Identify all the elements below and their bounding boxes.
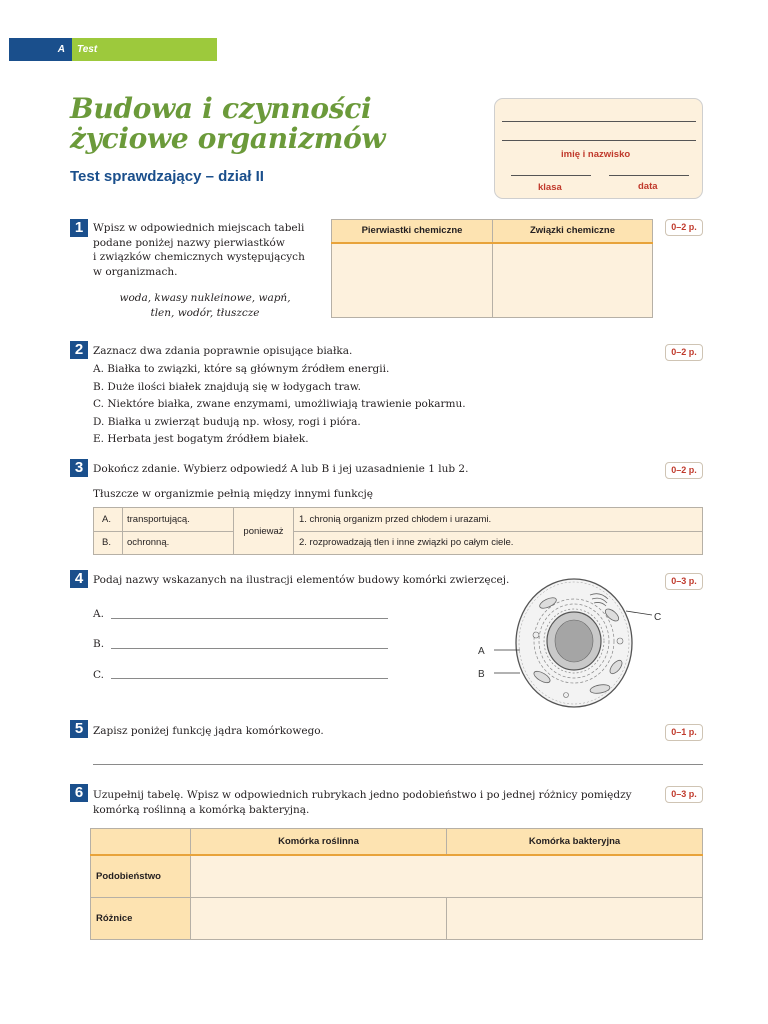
question-3-stem: Tłuszcze w organizmie pełnią między innymi funkcję (93, 488, 373, 500)
points-badge-q3: 0–2 p. (665, 462, 703, 479)
label-b: B (478, 669, 485, 680)
name-label: imię i nazwisko (561, 149, 631, 160)
points-badge-q5: 0–1 p. (665, 724, 703, 741)
answer-c-line[interactable] (111, 678, 388, 679)
title-line-1: Budowa i czynności (70, 92, 372, 125)
choice-b-letter[interactable]: B. (94, 531, 123, 555)
points-badge-q1: 0–2 p. (665, 219, 703, 236)
title-line-2: życiowe organizmów (70, 122, 386, 155)
option-b[interactable]: B. Duże ilości białek znajdują się w łodygach traw. (93, 380, 362, 393)
elements-answer-cell[interactable] (332, 243, 493, 318)
date-line[interactable] (609, 175, 689, 176)
because-label: ponieważ (234, 508, 294, 555)
name-line-1[interactable] (502, 121, 696, 122)
reason-1[interactable]: 1. chronią organizm przed chłodem i urazami. (294, 508, 703, 532)
column-header-elements: Pierwiastki chemiczne (332, 220, 493, 243)
column-header-bacterial-cell: Komórka bakteryjna (447, 829, 703, 855)
question-6-text: Uzupełnij tabelę. Wpisz w odpowiednich rubrykach jedno podobieństwo i po jednej różnicy pomiędzy komórką roślinną a komórką bakteryjną. (93, 789, 632, 816)
page-subtitle: Test sprawdzający – dział II (70, 168, 264, 185)
label-c: C (654, 612, 662, 623)
cell-comparison-table (90, 828, 703, 940)
compounds-answer-cell[interactable] (493, 243, 653, 318)
elements-compounds-table (331, 219, 653, 318)
date-label: data (638, 181, 658, 192)
column-header-compounds: Związki chemiczne (493, 220, 653, 243)
choice-a-letter[interactable]: A. (94, 508, 123, 532)
name-line-2[interactable] (502, 140, 696, 141)
option-e[interactable]: E. Herbata jest bogatym źródłem białek. (93, 433, 309, 445)
points-badge-q4: 0–3 p. (665, 573, 703, 590)
option-a[interactable]: A. Białka to związki, które są głównym źródłem energii. (93, 363, 390, 375)
question-number-1: 1 (70, 219, 88, 237)
reason-2[interactable]: 2. rozprowadzają tlen i inne związki po całym ciele. (294, 531, 703, 555)
class-line[interactable] (511, 175, 591, 176)
test-label: Test (72, 38, 217, 61)
question-number-4: 4 (70, 570, 88, 588)
points-badge-q6: 0–3 p. (665, 786, 703, 803)
animal-cell-illustration (470, 575, 670, 715)
row-header-differences: Różnice (91, 898, 191, 940)
question-number-3: 3 (70, 459, 88, 477)
answer-q5-line[interactable] (93, 764, 703, 765)
section-badge: A (9, 38, 72, 61)
plant-difference-cell[interactable] (191, 898, 447, 940)
class-label: klasa (538, 182, 562, 193)
question-2-text: Zaznacz dwa zdania poprawnie opisujące białka. (93, 345, 353, 357)
similarity-answer-cell[interactable] (191, 855, 703, 898)
word-bank: woda, kwasy nukleinowe, wapń, tlen, wodór, tłuszcze (119, 292, 291, 319)
row-header-similarity: Podobieństwo (91, 855, 191, 898)
leader-line-c (626, 611, 652, 615)
answer-a-line[interactable] (111, 618, 388, 619)
column-header-plant-cell: Komórka roślinna (191, 829, 447, 855)
option-d[interactable]: D. Białka u zwierząt budują np. włosy, rogi i pióra. (93, 415, 361, 428)
option-c[interactable]: C. Niektóre białka, zwane enzymami, umożliwiają trawienie pokarmu. (93, 398, 466, 410)
question-2-options (93, 361, 466, 449)
corner-header (91, 829, 191, 855)
answer-b-label: B. (93, 638, 105, 650)
question-4-text: Podaj nazwy wskazanych na ilustracji elementów budowy komórki zwierzęcej. (93, 574, 510, 586)
question-1-text: Wpisz w odpowiednich miejscach tabeli podane poniżej nazwy pierwiastków i związków chemicznych występujących w organizmach. (93, 222, 305, 278)
points-badge-q2: 0–2 p. (665, 344, 703, 361)
question-3-text: Dokończ zdanie. Wybierz odpowiedź A lub B i jej uzasadnienie 1 lub 2. (93, 463, 469, 475)
student-info-box (494, 98, 703, 199)
fat-function-table (93, 507, 703, 555)
label-a: A (478, 646, 485, 657)
question-5-text: Zapisz poniżej funkcję jądra komórkowego. (93, 725, 324, 737)
question-number-2: 2 (70, 341, 88, 359)
nucleolus (555, 620, 593, 662)
choice-b-text[interactable]: ochronną. (123, 531, 234, 555)
bacterial-difference-cell[interactable] (447, 898, 703, 940)
question-number-6: 6 (70, 784, 88, 802)
answer-b-line[interactable] (111, 648, 388, 649)
question-number-5: 5 (70, 720, 88, 738)
choice-a-text[interactable]: transportującą. (123, 508, 234, 532)
answer-c-label: C. (93, 669, 104, 681)
answer-a-label: A. (93, 608, 104, 620)
